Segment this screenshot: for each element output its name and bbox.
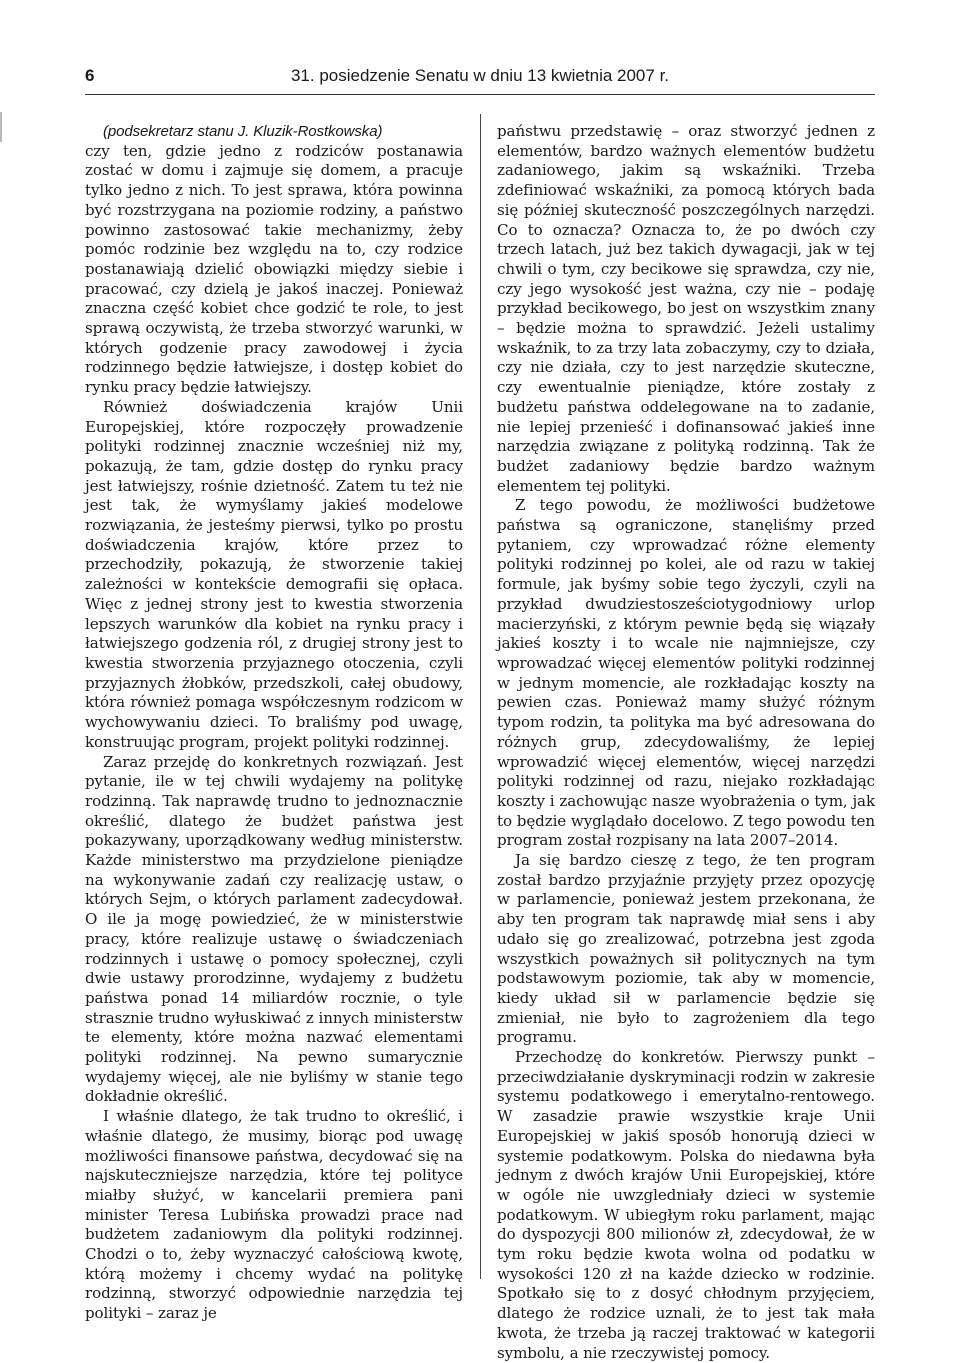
paragraph: Z tego powodu, że możliwości budżetowe państwa są ograniczone, stanęliśmy przed pytaniem, czy wprowadzać różne elementy polityki rodzinnej po kolei, ale od razu w takiej formule, jak byśmy sobie tego życzyli, czyli na przykład dwudziestosześciotygodniowy urlop macierzyński, z którym pewnie będą się wiązały jakieś koszty i to wcale nie najmniejsze, czy wprowadzać więcej elementów polityki rodzinnej w jednym momencie, ale rozkładając koszty na pewien czas. Ponieważ mamy służyć różnym typom rodzin, ta polityka ma być adresowana do różnych grup, zdecydowaliśmy, że lepiej wprowadzić więcej elementów, więcej narzędzi polityki rodzinnej od razu, niejako rozkładając koszty i zachowując nasze wyobrażenia o tym, jak to będzie wyglądało docelowo. Z tego powodu ten program został rozpisany na lata 2007–2014. [497, 496, 875, 850]
speaker-label: (podsekretarz stanu J. Kluzik-Rostkowska) [103, 123, 383, 140]
paragraph: Przechodzę do konkretów. Pierwszy punkt – przeciwdziałanie dyskryminacji rodzin w zakresie systemu podatkowego i emerytalno-rentowego. W zasadzie prawie wszystkie kraje Unii Europejskiej w jakiś sposób honorują dzieci w systemie podatkowym. Polska do niedawna była jednym z dwóch krajów Unii Europejskiej, które w ogóle nie uwzgledniały dzieci w systemie podatkowym. W ubiegłym roku parlament, mając do dyspozycji 800 milionów zł, zdecydował, że w tym roku będzie kwota wolna od podatku w wysokości 120 zł na każde dziecko w rodzinie. Spotkało się to z dosyć chłodnym przyjęciem, dlatego że rodzice uznali, że to jest tak mała kwota, że trzeba ją raczej traktować w kategorii symbolu, a nie rzeczywistej pomocy. [497, 1048, 875, 1362]
column-divider [480, 114, 481, 1279]
paragraph: państwu przedstawię – oraz stworzyć jednen z elementów, bardzo ważnych elementów budżetu zadaniowego, jakim są wskaźniki. Trzeba zdefiniować wskaźniki, za pomocą których bada się później skuteczność poszczególnych narzędzi. Co to oznacza? Oznacza to, że po dwóch czy trzech latach, już bez takich dywagacji, jak w tej chwili o tym, czy becikowe się sprawdza, czy nie, czy jego wysokość jest ważna, czy nie – podaję przykład becikowego, bo jest on wszystkim znany – będzie można to sprawdzić. Jeżeli ustalimy wskaźnik, to za trzy lata zobaczymy, czy to działa, czy nie działa, czy to jest narzędzie skuteczne, czy ewentualnie pieniądze, które zostały z budżetu państwa oddelegowane na to zadanie, nie lepiej przenieść i dofinansować jakieś inne narzędzia związane z polityką rodzinną. Tak że budżet zadaniowy będzie bardzo ważnym elementem tej polityki. [497, 122, 875, 495]
page-number: 6 [85, 66, 95, 85]
paragraph: I właśnie dlatego, że tak trudno to określić, i właśnie dlatego, że musimy, biorąc pod uwagę możliwości finansowe państwa, decydować się na najskuteczniejsze narzędzia, które tej polityce miałby służyć, w kancelarii premiera pani minister Teresa Lubińska prowadzi prace nad budżetem zadaniowym dla polityki rodzinnej. Chodzi o to, żeby wyznaczyć całościową kwotę, którą możemy i chcemy wydać na politykę rodzinną, stworzyć odpowiednie narzędzia tej polityki – zaraz je [85, 1107, 463, 1323]
paragraph: czy ten, gdzie jedno z rodziców postanawia zostać w domu i zajmuje się domem, a pracuje tylko jedno z nich. To jest sprawa, która powinna być rozstrzygana na poziomie rodziny, a państwo powinno zastosować takie mechanizmy, żeby pomóc rodzinie bez względu na to, czy rodzice postanawiają dzielić obowiązki między siebie i pracować, czy dzielą je jakoś inaczej. Ponieważ znaczna część kobiet chce godzić te role, to jest sprawą oczywistą, że trzeba stworzyć warunki, w których godzenie pracy zawodowej i życia rodzinnego będzie łatwiejsze, i dostęp kobiet do rynku pracy będzie łatwiejszy. [85, 141, 463, 397]
paragraph: Ja się bardzo cieszę z tego, że ten program został bardzo przyjaźnie przyjęty przez opozycję w parlamencie, ponieważ jestem przekonana, że aby ten program tak naprawdę miał sens i aby udało się go zrealizować, potrzebna jest zgoda wszystkich poważnych sił politycznych na tym podstawowym poziomie, tak aby w momencie, kiedy układ sił w parlamencie będzie się zmieniał, nie było to zagrożeniem dla tego programu. [497, 851, 875, 1047]
paragraph: Również doświadczenia krajów Unii Europejskiej, które rozpoczęły prowadzenie polityki rodzinnej znacznie wcześniej niż my, pokazują, że tam, gdzie dostęp do rynku pracy jest łatwiejszy, rośnie dzietność. Zatem tu też nie jest tak, że wymyślamy jakieś modelowe rozwiązania, że jesteśmy pierwsi, tylko po prostu doświadczenia krajów, które przez to przechodziły, pokazują, że stworzenie takiej zależności w kontekście demografii się opłaca. Więc z jednej strony jest to kwestia stworzenia lepszych warunków dla kobiet na rynku pracy i łatwiejszego godzenia ról, z drugiej strony jest to kwestia stworzenia przyjaznego otoczenia, czyli przyjaznych żłobków, przedszkoli, całej obudowy, która również pomaga współczesnym rodzicom w wychowywaniu dzieci. To braliśmy pod uwagę, konstruując program, projekt polityki rodzinnej. [85, 397, 463, 751]
page-title: 31. posiedzenie Senatu w dniu 13 kwietnia 2007 r. [290, 66, 670, 85]
page-header [85, 64, 875, 95]
paragraph: Zaraz przejdę do konkretnych rozwiązań. Jest pytanie, ile w tej chwili wydajemy na politykę rodzinną. Tak naprawdę trudno to jednoznacznie określić, dlatego że budżet państwa jest pokazywany, uporządkowany według ministerstw. Każde ministerstwo ma przydzielone pieniądze na wykonywanie zadań czy realizację ustaw, o których Sejm, o których parlament zadecydował. O ile ja mogę powiedzieć, że w ministerstwie pracy, które realizuje ustawę o świadczeniach rodzinnych i ustawę o pomocy społecznej, czyli dwie ustawy prorodzinne, wydajemy z budżetu państwa ponad 14 miliardów rocznie, o tyle strasznie trudno wyłuskiwać z innych ministerstw te elementy, które można nazwać elementami polityki rodzinnej. Na pewno sumarycznie wydajemy więcej, ale nie byliśmy w stanie tego dokładnie określić. [85, 752, 463, 1106]
left-column [85, 122, 463, 1324]
right-column [497, 122, 875, 1363]
scan-edge-mark [0, 112, 2, 142]
